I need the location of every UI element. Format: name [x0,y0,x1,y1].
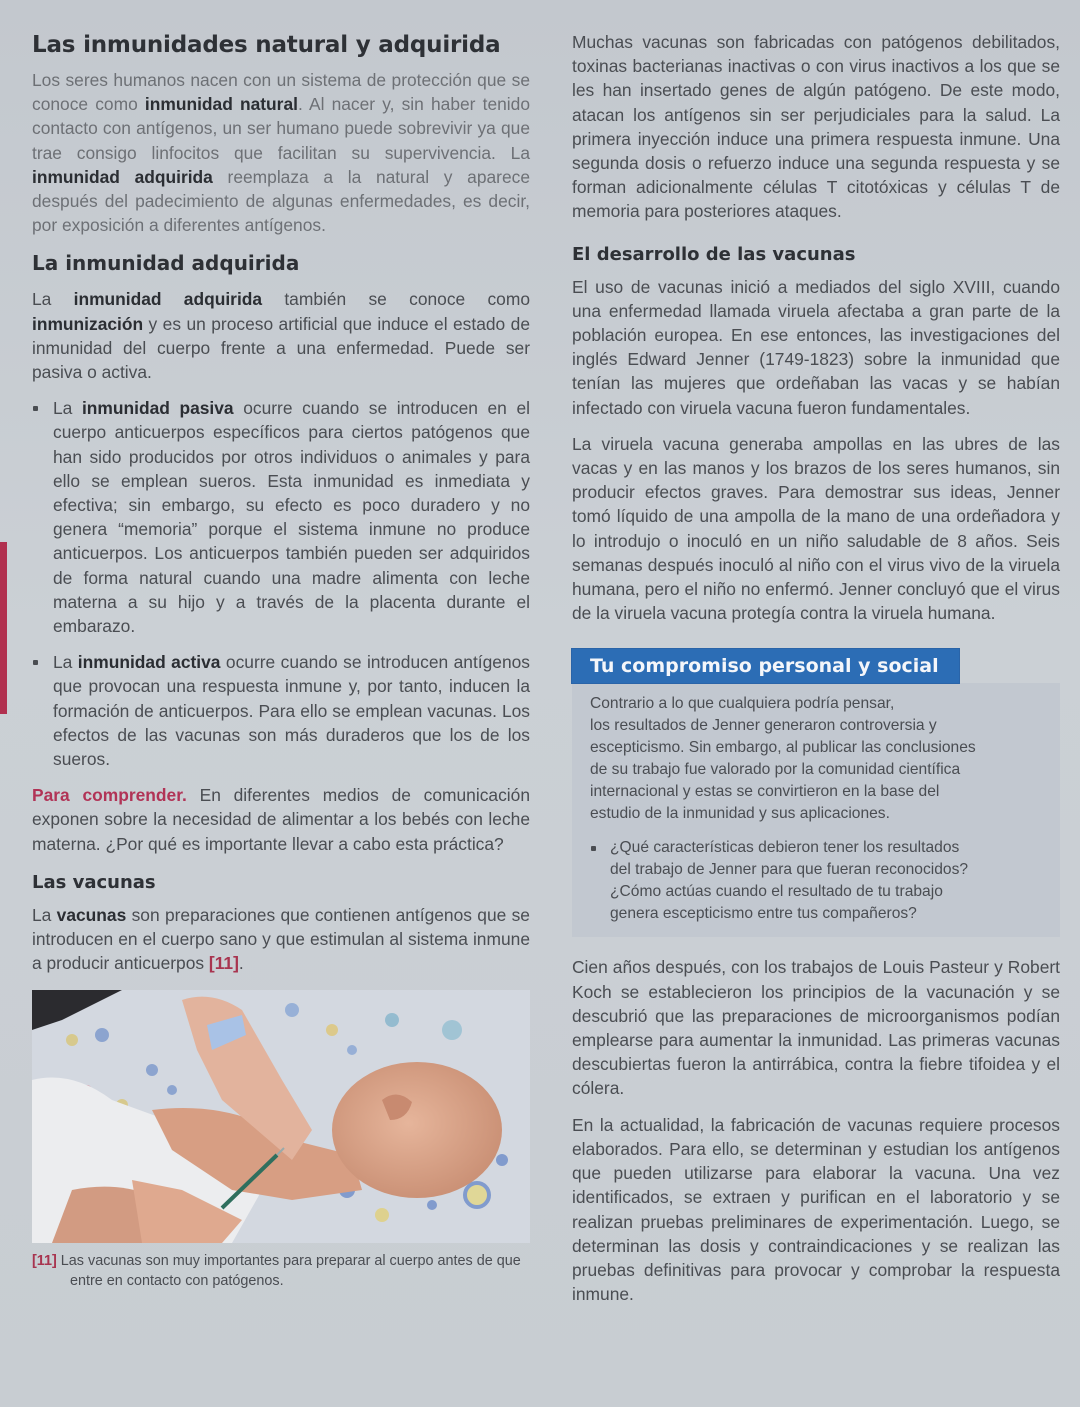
box-question: ¿Qué características debieron tener los resultados del trabajo de Jenner para que fueran reconocidos? ¿Cómo actúas cuando el resultado de tu trabajo genera escepticismo entre tus compañeros? [590,837,1046,925]
page-edge-tab [0,542,7,714]
photo-illustration [32,990,530,1243]
intro-paragraph: Los seres humanos nacen con un sistema de protección que se conoce como inmunidad natural. Al nacer y, sin haber tenido contacto con antígenos, un ser humano puede sobrevivir ya que trae consigo linfocitos que facilitan su supervivencia. La inmunidad adquirida reemplaza a la natural y aparece después del padecimiento de algunas enfermedades, es decir, por exposición a diferentes antígenos. [32,70,531,236]
acquired-paragraph: La inmunidad adquirida también se conoce como inmunización y es un proceso artificial que induce el estado de inmunidad del cuerpo frente a una enfermedad. Puede ser pasiva o activa. [32,289,530,383]
figure-caption [32,1251,530,1291]
section-heading-acquired: La inmunidad adquirida [32,251,300,276]
box-title: Tu compromiso personal y social [572,649,959,683]
vaccines-paragraph: La vacunas son preparaciones que contienen antígenos que se introducen en el cuerpo sano y que estimulan al sistema inmune a producir anticuerpos [11]. [32,904,530,974]
closing-paragraph-1: Cien años después, con los trabajos de Louis Pasteur y Robert Koch se establecieron los principios de la vacunación y se descubrió que las preparaciones de microorganismos podían emplearse para aumentar la inmunidad. Las primeras vacunas descubiertas fueron la antirrábica, contra la fiebre tifoidea y el cólera. [572,957,1060,1099]
compromiso-box [572,683,1060,937]
section-heading-development: El desarrollo de las vacunas [572,243,856,265]
left-column [32,32,530,1291]
figure-ref: [11] [32,1252,57,1269]
box-text: Contrario a lo que cualquiera podría pensar, los resultados de Jenner generaron controversia y escepticismo. Sin embargo, al publicar las conclusiones de su trabajo fue valorado por la comunidad científica internacional y estas se convirtieron en la base del estudio de la inmunidad y sus aplicaciones. [590,695,976,823]
development-paragraph-1: El uso de vacunas inició a mediados del siglo XVIII, cuando una enfermedad llamada viruela afectaba a gran parte de la población europea. En ese entonces, las investigaciones del inglés Edward Jenner (1749-1823) sobre la inmunidad que tenían las mujeres que ordeñaban las vacas y se habían infectado con viruela vacuna fueron fundamentales. [572,276,1060,418]
bullet-passive-immunity: La inmunidad pasiva ocurre cuando se introducen en el cuerpo anticuerpos específicos para ciertos patógenos que han sido producidos por otros individuos o animales y para ello se emplean sueros. Esta inmunidad es inmediata y efectiva; sin embargo, su efecto es poco duradero y no genera “memoria” porque el sistema inmune no produce anticuerpos. Los anticuerpos también pueden ser adquiridos de forma natural cuando una madre alimenta con leche materna a su hijo y a través de la placenta durante el embarazo. [32,396,530,638]
para-comprender [32,783,530,856]
development-paragraph-2: La viruela vacuna generaba ampollas en las ubres de las vacas y en las manos y los brazos de los seres humanos, sin producir efectos graves. Para demostrar sus ideas, Jenner tomó líquido de una ampolla de la mano de una ordeñadora y lo introdujo o inoculó en un niño saludable de 8 años. Seis semanas después inoculó al niño con el virus vivo de la viruela humana, pero el niño no enfermó. Jenner concluyó que el virus de la viruela vacuna protegía contra la viruela humana. [572,433,1060,624]
figure-caption-text: Las vacunas son muy importantes para preparar al cuerpo antes de que entre en contacto con patógenos. [60,1252,521,1289]
para-comprender-label: Para comprender. [32,785,187,806]
para-comprender-text: En diferentes medios de comunicación exponen sobre la necesidad de alimentar a los bebés con leche materna. ¿Por qué es importante llevar a cabo esta práctica? [32,785,530,854]
right-column [572,30,1060,1306]
baby-vaccination-photo [32,990,530,1243]
vaccine-manufacture-paragraph: Muchas vacunas son fabricadas con patógenos debilitados, toxinas bacterianas inactivas o con virus inactivos a los que se les han insertado genes de algún patógeno. De este modo, atacan los antígenos sin ser perjudiciales para la salud. La primera inyección induce una primera respuesta inmune. Una segunda dosis o refuerzo induce una segunda respuesta y se forman adicionalmente células T citotóxicas y células T de memoria para posteriores ataques. [572,32,1060,222]
section-heading-vaccines: Las vacunas [32,871,156,893]
bullet-active-immunity: La inmunidad activa ocurre cuando se introducen antígenos que provocan una respuesta inmune y, por tanto, inducen la formación de anticuerpos. Para ello se emplean vacunas. Los efectos de las vacunas son más duraderos que los de los sueros. [32,650,530,771]
closing-paragraph-2: En la actualidad, la fabricación de vacunas requiere procesos elaborados. Para ello, se determinan y estudian los antígenos que pueden utilizarse para elaborar la vacuna. Una vez identificados, se extraen y purifican en el laboratorio y se realizan pruebas preliminares de experimentación. Luego, se determinan las dosis y contraindicaciones y se realizan las pruebas definitivas para provocar y comprobar la respuesta inmune. [572,1114,1060,1305]
page-title: Las inmunidades natural y adquirida [32,32,501,58]
